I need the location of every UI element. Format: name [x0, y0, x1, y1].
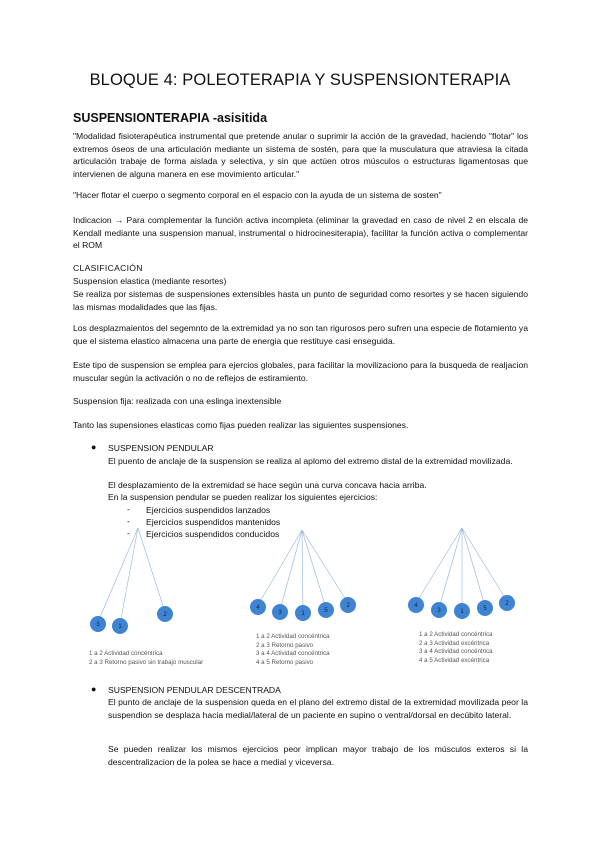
elastic-heading: Suspension elastica (mediante resortes): [73, 276, 227, 286]
descentrada-heading: SUSPENSION PENDULAR DESCENTRADA: [108, 685, 281, 695]
pendulum-diagram-3: [408, 528, 515, 619]
suspension-rope: [439, 528, 462, 608]
exercise-item: Ejercicios suspendidos conducidos: [146, 529, 280, 539]
diagram-1-legend: [89, 650, 203, 667]
position-label: 2: [346, 603, 350, 609]
definition-paragraph: "Modalidad fisioterapéutica instrumental que pretende anular o suprimir la acción de la gravedad, haciendo "flotar" los extremos óseos de una articulación mediante un sistema de sostén, para que la musculatura que atraviesa la citada articulación trabaje de forma aislada y selectiva, y sin que actúen otros músculos o estructuras ligamentosas que intervienen de alguna manera en ese movimiento articular.": [73, 131, 528, 179]
legend-line: 2 a 3 Actividad excéntrica: [419, 639, 490, 647]
legend-line: 1 a 2 Actividad concéntrica: [419, 631, 493, 638]
suspension-rope: [120, 528, 138, 624]
position-label: 1: [301, 611, 305, 617]
legend-line: 2 a 3 Retorno pasivo sin trabajo muscular: [89, 658, 204, 666]
dash-marker: -: [127, 528, 130, 538]
elastic-paragraph-2: Los desplazmaientos del segemnto de la extremidad ya no son tan rigurosos pero sufren una especie de flotamiento ya que el sistema elastico almacena una parte de energia que restituye casi enseguida.: [73, 323, 528, 346]
suspension-rope: [302, 530, 326, 608]
position-label: 4: [414, 603, 418, 609]
suspension-rope: [416, 528, 462, 603]
dash-marker: -: [127, 504, 130, 514]
suspension-rope: [462, 528, 507, 601]
elastic-paragraph-1: Se realiza por sistemas de suspensiones extensibles hasta un punto de seguridad como resortes y se hacen siguiendo las mismas modalidades que las fijas.: [73, 289, 528, 312]
section-title: SUSPENSIONTERAPIA -asisitida: [73, 111, 268, 125]
descentrada-paragraph-2: Se pueden realizar los mismos ejercicios peor implican mayor trabajo de los músculos exteros si la descentralizacion de la polea se hace a medial y viceversa.: [108, 744, 528, 767]
descentrada-paragraph-1: El punto de anclaje de la suspension queda en el plano del extremo distal de la extremidad movilizada peor la suspendion se desplaza hacia medial/lateral de un paciente en supino o ventral/dorsal en decúbito lateral.: [108, 697, 528, 720]
legend-line: 2 a 3 Retorno pasivo: [256, 641, 314, 649]
elastic-paragraph-3: Este tipo de suspension se emplea para ejercios globales, para facilitar la movilizaciono para la busqueda de realjacion muscular según la activación o no de reflejos de estiramiento.: [73, 360, 528, 383]
both-suspensions-line: Tanto las supensiones elasticas como fijas pueden realizar las siguientes suspensiones.: [73, 420, 409, 430]
suspension-rope: [138, 528, 165, 612]
bullet-descentrada: ●: [91, 684, 97, 694]
legend-line: 3 a 4 Actividad concéntrica: [419, 648, 493, 656]
pendular-paragraph-1: El puento de anclaje de la suspension se realiza al aplomo del extremo distal de la extremidad movilizada.: [108, 456, 513, 466]
position-label: 1: [460, 609, 464, 615]
pendular-paragraph-2: El desplazamiento de la extremidad se hace según una curva concava hacia arriba.: [108, 480, 427, 490]
suspension-rope: [98, 528, 138, 622]
legend-line: 1 a 2 Actividad concéntrica: [89, 650, 163, 657]
legend-line: 1 a 2 Actividad concéntrica: [256, 633, 330, 640]
position-label: 2: [505, 601, 509, 607]
legend-line: 3 a 4 Actividad concéntrica: [256, 650, 330, 658]
position-label: 2: [163, 612, 167, 618]
position-label: 5: [324, 608, 328, 614]
suspension-rope: [462, 528, 485, 606]
position-label: 4: [256, 605, 260, 611]
diagram-2-legend: [256, 633, 330, 667]
suspension-rope: [302, 530, 303, 611]
indication-paragraph: Indicacion → Para complementar la función activa incompleta (eliminar la gravedad en caso de nivel 2 en elscala de Kendall mediante una suspension manual, instrumental o hidrocinesiterapia), facilitar la función activa o complementar el ROM: [73, 215, 528, 251]
quote-paragraph: "Hacer flotar el cuerpo o segmento corporal en el espacio con la ayuda de un sistema de sosten": [73, 190, 442, 200]
pendular-paragraph-3: En la suspension pendular se pueden realizar los siguientes ejercicios:: [108, 492, 378, 502]
legend-line: 4 a 5 Actividad excéntrica: [419, 656, 490, 664]
fixed-suspension-line: Suspension fija: realizada con una eslinga inextensible: [73, 396, 282, 406]
position-label: 3: [96, 622, 100, 628]
exercise-item: Ejercicios suspendidos mantenidos: [146, 517, 281, 527]
page-title: BLOQUE 4: POLEOTERAPIA Y SUSPENSIONTERAPIA: [89, 71, 511, 89]
diagram-3-legend: [419, 631, 493, 665]
position-label: 3: [437, 608, 441, 614]
pendulum-diagram-1: [90, 528, 173, 634]
pendulum-diagram-2: [250, 530, 356, 621]
classification-heading: CLASIFICACIÓN: [73, 263, 143, 273]
bullet-pendular: ●: [91, 442, 97, 452]
dash-marker: -: [127, 516, 130, 526]
suspension-rope: [280, 530, 302, 610]
suspension-rope: [302, 530, 348, 603]
suspension-rope: [258, 530, 302, 605]
legend-line: 4 a 5 Retorno pasivo: [256, 658, 314, 666]
position-label: 1: [118, 624, 122, 630]
position-label: 5: [483, 606, 487, 612]
exercise-item: Ejercicios suspendidos lanzados: [146, 505, 271, 515]
pendular-heading: SUSPENSION PENDULAR: [108, 443, 214, 453]
position-label: 3: [278, 610, 282, 616]
